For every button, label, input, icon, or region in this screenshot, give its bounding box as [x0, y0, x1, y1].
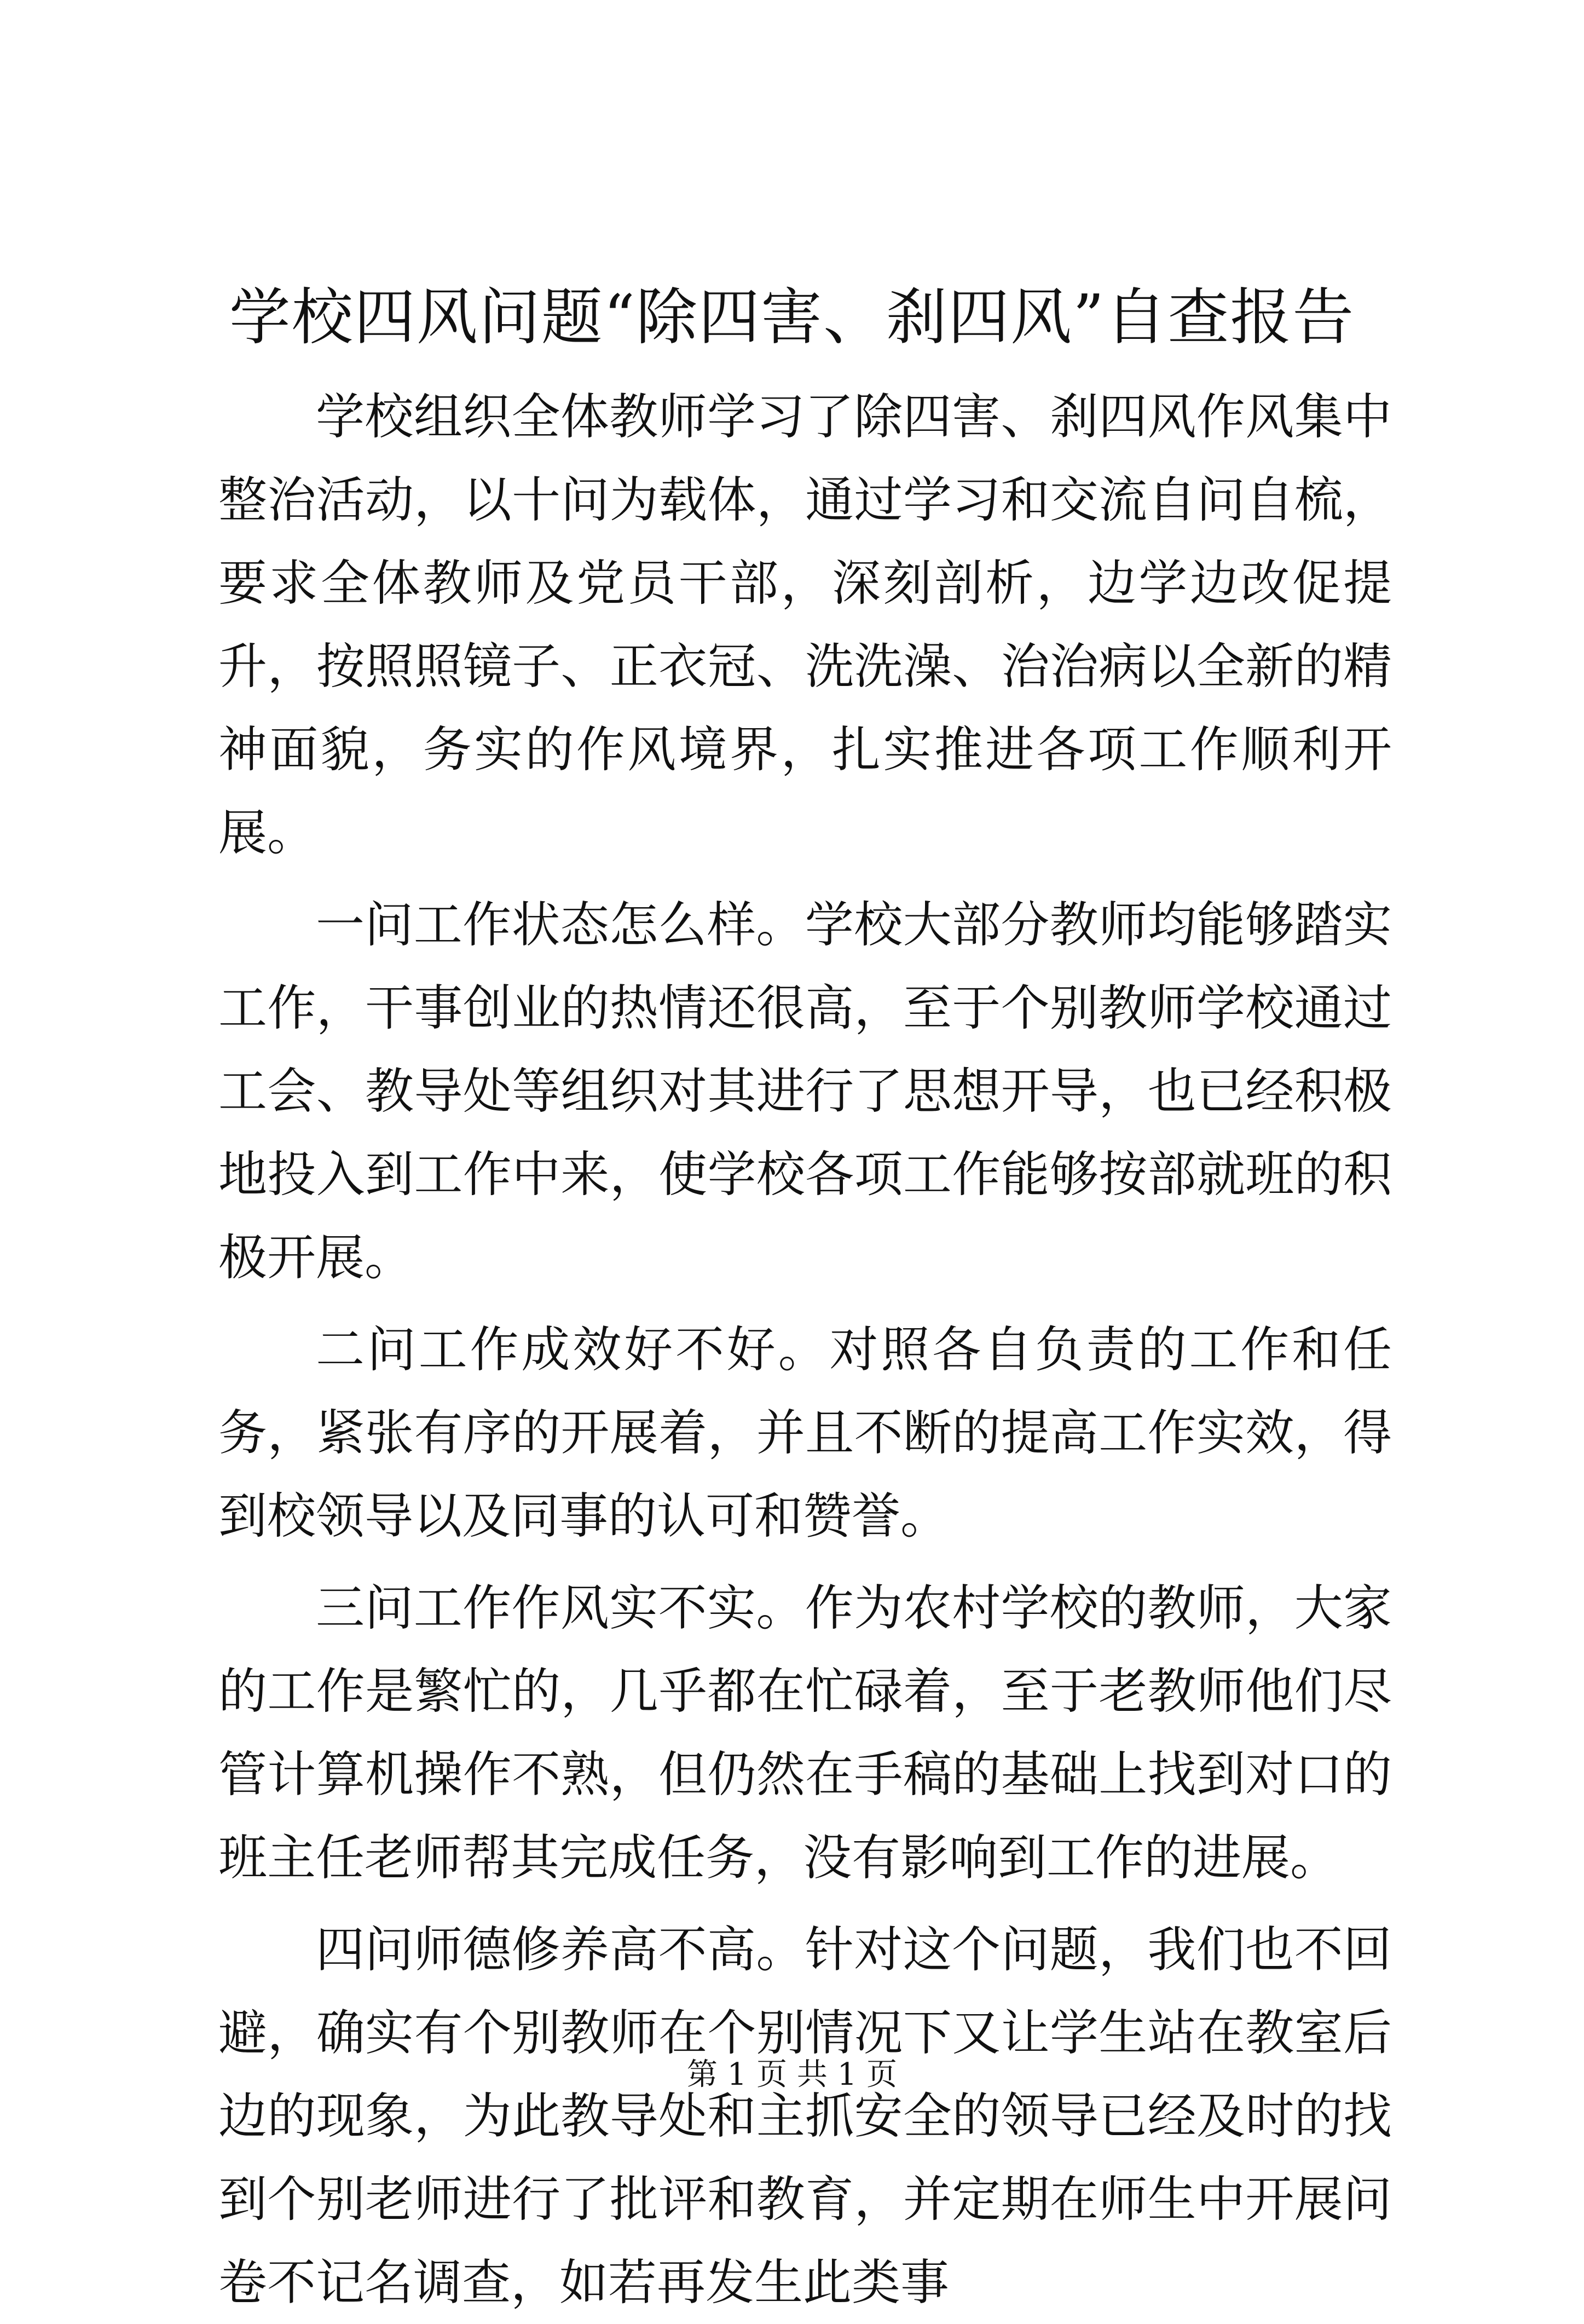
document-title: 学校四风问题“除四害、刹四风”自查报告	[229, 282, 1355, 353]
paragraph-question-4: 四问师德修养高不高。针对这个问题，我们也不回避，确实有个别教师在个别情况下又让学生站在教室后边的现象，为此教导处和主抓安全的领导已经及时的找到个别老师进行了批评和教育，并定期在师生中开展问卷不记名调查，如若再发生此类事	[218, 1921, 1392, 2311]
paragraph-question-3: 三问工作作风实不实。作为农村学校的教师，大家的工作是繁忙的，几乎都在忙碌着，至于老教师他们尽管计算机操作不熟，但仍然在手稿的基础上找到对口的班主任老师帮其完成任务，没有影响到工作的进展。	[218, 1579, 1392, 1886]
document-body	[218, 375, 1392, 2324]
paragraph-question-2: 二问工作成效好不好。对照各自负责的工作和任务，紧张有序的开展着，并且不断的提高工作实效，得到校领导以及同事的认可和赞誉。	[218, 1321, 1392, 1544]
paragraph-question-1: 一问工作状态怎么样。学校大部分教师均能够踏实工作，干事创业的热情还很高，至于个别教师学校通过工会、教导处等组织对其进行了思想开导，也已经积极地投入到工作中来，使学校各项工作能够按部就班的积极开展。	[218, 896, 1392, 1286]
paragraph-intro: 学校组织全体教师学习了除四害、刹四风作风集中整治活动，以十问为载体，通过学习和交流自问自梳，要求全体教师及党员干部，深刻剖析，边学边改促提升，按照照镜子、正衣冠、洗洗澡、治治病以全新的精神面貌，务实的作风境界，扎实推进各项工作顺利开展。	[218, 388, 1392, 861]
page-number-footer: 第 1 页 共 1 页	[686, 2057, 898, 2092]
